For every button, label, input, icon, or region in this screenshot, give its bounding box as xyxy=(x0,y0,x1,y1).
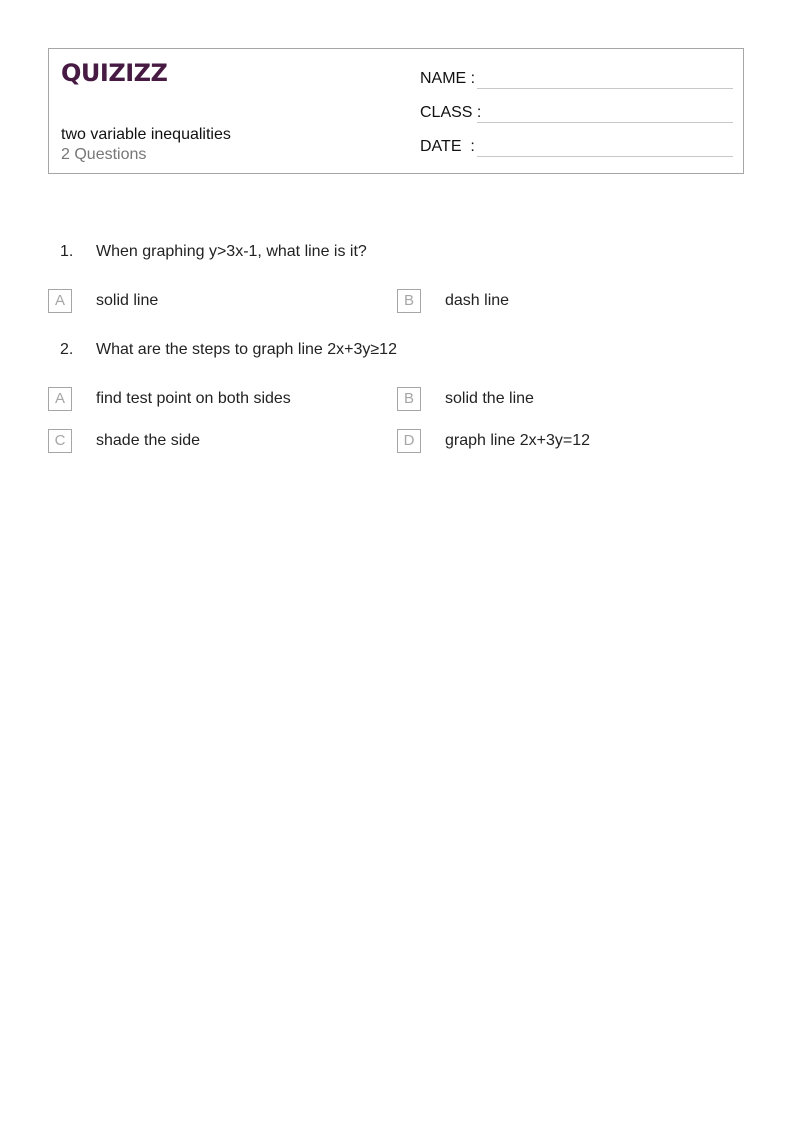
question-number: 1. xyxy=(60,243,74,260)
option-text: find test point on both sides xyxy=(96,390,291,407)
question-text: When graphing y>3x-1, what line is it? xyxy=(96,243,367,260)
class-write-line xyxy=(477,122,733,123)
worksheet-title: two variable inequalities xyxy=(61,126,231,143)
option-letter-box: A xyxy=(48,387,72,411)
date-write-line xyxy=(477,156,733,157)
quizizz-logo: QUIZIZZ xyxy=(61,59,168,87)
worksheet-header xyxy=(48,48,744,174)
class-label: CLASS : xyxy=(420,104,482,121)
option-letter-box: D xyxy=(397,429,421,453)
option-text: dash line xyxy=(445,292,510,309)
question-text: What are the steps to graph line 2x+3y≥12 xyxy=(96,341,397,358)
name-label: NAME : xyxy=(420,70,476,87)
option-text: solid the line xyxy=(445,390,534,407)
name-field xyxy=(420,69,733,91)
option-letter-box: B xyxy=(397,289,421,313)
option-text: graph line 2x+3y=12 xyxy=(445,432,590,449)
date-label: DATE : xyxy=(420,138,475,155)
date-field xyxy=(420,137,733,159)
option-text: solid line xyxy=(96,292,159,309)
option-letter-box: A xyxy=(48,289,72,313)
class-field xyxy=(420,103,733,125)
option-text: shade the side xyxy=(96,432,201,449)
option-letter-box: C xyxy=(48,429,72,453)
question-number: 2. xyxy=(60,341,74,358)
question-count: 2 Questions xyxy=(61,146,147,163)
option-letter-box: B xyxy=(397,387,421,411)
name-write-line xyxy=(477,88,733,89)
